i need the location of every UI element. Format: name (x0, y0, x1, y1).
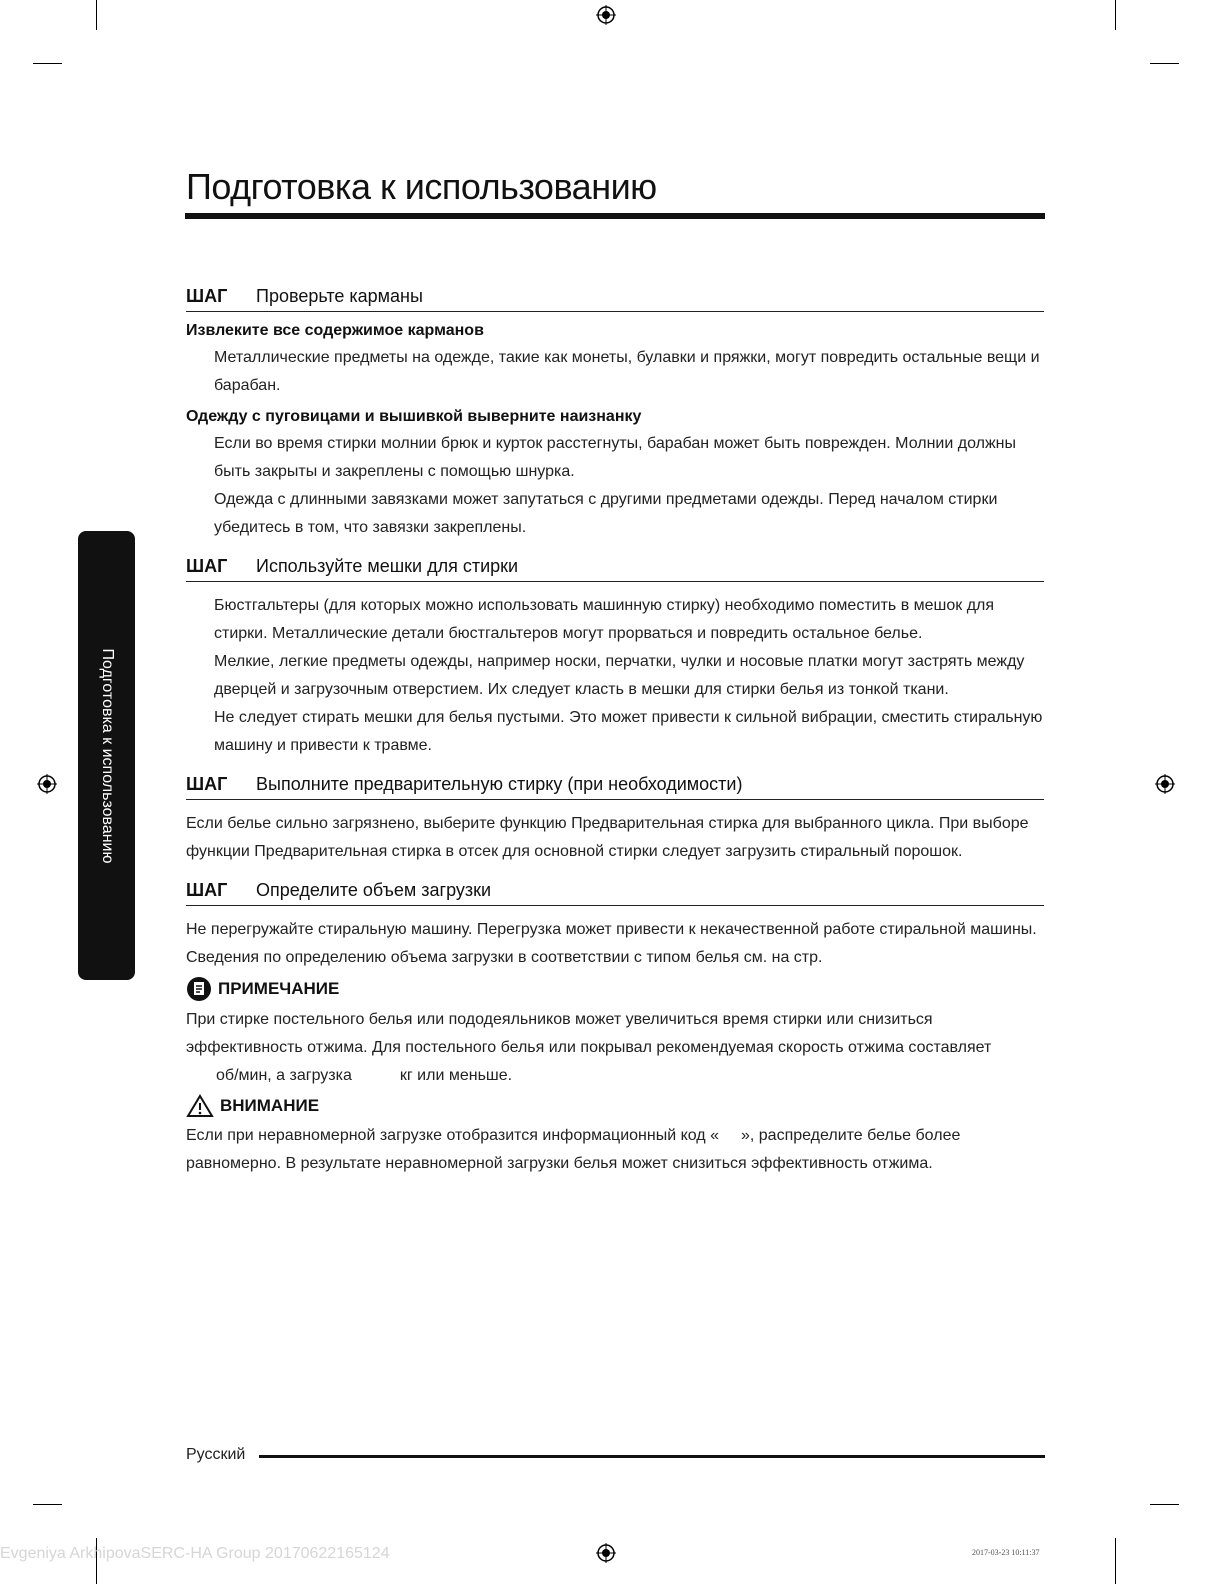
registration-mark-left-icon (37, 774, 57, 794)
paragraph: Бюстгальтеры (для которых можно использовать машинную стирку) необходимо поместить в мешок для стирки. Металлические детали бюстгальтеров могут прорваться и повредить остальное белье. (214, 597, 995, 642)
registration-mark-bottom-icon (596, 1543, 616, 1563)
step-label: ШАГ (186, 556, 228, 576)
crop-mark-bottom-right-h (1150, 1504, 1179, 1505)
note-text-part: кг или меньше. (399, 1067, 513, 1084)
paragraph: Если во время стирки молнии брюк и курток расстегнуты, барабан может быть поврежден. Молнии должны быть закрыты и закреплены с помощью шнурка. (214, 435, 1016, 480)
subheading: Одежду с пуговицами и вышивкой выверните наизнанку (186, 408, 642, 425)
paragraph: Металлические предметы на одежде, такие как монеты, булавки и пряжки, могут повредить остальные вещи и барабан. (214, 349, 1040, 394)
step-title: Проверьте карманы (256, 286, 423, 306)
caution-text-part: », распределите белье более равномерно. В результате неравномерной загрузки белья может снизиться эффективность отжима. (186, 1127, 961, 1172)
note-heading (186, 976, 1044, 1002)
step-label: ШАГ (186, 286, 228, 306)
registration-mark-right-icon (1155, 774, 1175, 794)
paragraph: Мелкие, легкие предметы одежды, например носки, перчатки, чулки и носовые платки могут застрять между дверцей и загрузочным отверстием. Их следует класть в мешки для стирки белья из тонкой ткани. (214, 653, 1025, 698)
page-title: Подготовка к использованию (186, 166, 657, 207)
title-rule (185, 213, 1045, 219)
paragraph: Не перегружайте стиральную машину. Перегрузка может привести к некачественной работе стиральной машины. Сведения по определению объема загрузки в соответствии с типом белья см. на стр. (186, 921, 1037, 966)
warning-icon (186, 1094, 214, 1118)
crop-mark-bottom-left-h (33, 1504, 62, 1505)
note-icon (186, 976, 212, 1002)
registration-mark-top-icon (596, 5, 616, 25)
footer-language: Русский (186, 1446, 246, 1463)
section-load-size (186, 880, 1044, 1178)
section-check-pockets (186, 286, 1044, 542)
step-header (186, 556, 1044, 582)
crop-mark-top-right-h (1150, 63, 1179, 64)
note-text-part: об/мин, а загрузка (216, 1067, 352, 1084)
note-label: ПРИМЕЧАНИЕ (218, 979, 340, 998)
section-laundry-bags (186, 556, 1044, 760)
step-label: ШАГ (186, 880, 228, 900)
step-label: ШАГ (186, 774, 228, 794)
crop-mark-top-right-v (1115, 0, 1116, 30)
print-slug: Evgeniya ArkhipovaSERC-HA Group 20170622165124 (0, 1545, 390, 1562)
step-title: Используйте мешки для стирки (256, 556, 519, 576)
side-tab-label: Подготовка к использованию (98, 648, 116, 863)
caution-text (186, 1122, 1044, 1178)
step-title: Выполните предварительную стирку (при необходимости) (256, 774, 743, 794)
caution-heading (186, 1094, 1044, 1118)
paragraph: Не следует стирать мешки для белья пустыми. Это может привести к сильной вибрации, сместить стиральную машину и привести к травме. (214, 709, 1043, 754)
step-header (186, 880, 1044, 906)
print-timestamp: 2017-03-23 10:11:37 (972, 1548, 1040, 1557)
crop-mark-bottom-right-v (1115, 1538, 1116, 1584)
crop-mark-top-left-h (33, 63, 62, 64)
step-header (186, 286, 1044, 312)
caution-label: ВНИМАНИЕ (220, 1096, 320, 1115)
caution-text-part: Если при неравномерной загрузке отобразится информационный код « (186, 1127, 719, 1144)
step-title: Определите объем загрузки (256, 880, 492, 900)
paragraph: Одежда с длинными завязками может запутаться с другими предметами одежды. Перед началом стирки убедитесь в том, что завязки закреплены. (214, 491, 998, 536)
paragraph: Если белье сильно загрязнено, выберите функцию Предварительная стирка для выбранного цикла. При выборе функции Предварительная стирка в отсек для основной стирки следует загрузить стиральный порошок. (186, 815, 1029, 860)
note-text-line2 (186, 1062, 1044, 1090)
step-header (186, 774, 1044, 800)
crop-mark-top-left-v (96, 0, 97, 30)
side-tab (78, 531, 135, 980)
subheading: Извлеките все содержимое карманов (186, 322, 484, 339)
main-content (186, 286, 1044, 1192)
footer-rule (259, 1455, 1045, 1458)
section-prewash (186, 774, 1044, 866)
note-text: При стирке постельного белья или пододеяльников может увеличиться время стирки или снизиться эффективность отжима. Для постельного белья или покрывал рекомендуемая скорость отжима составляет (186, 1011, 992, 1056)
